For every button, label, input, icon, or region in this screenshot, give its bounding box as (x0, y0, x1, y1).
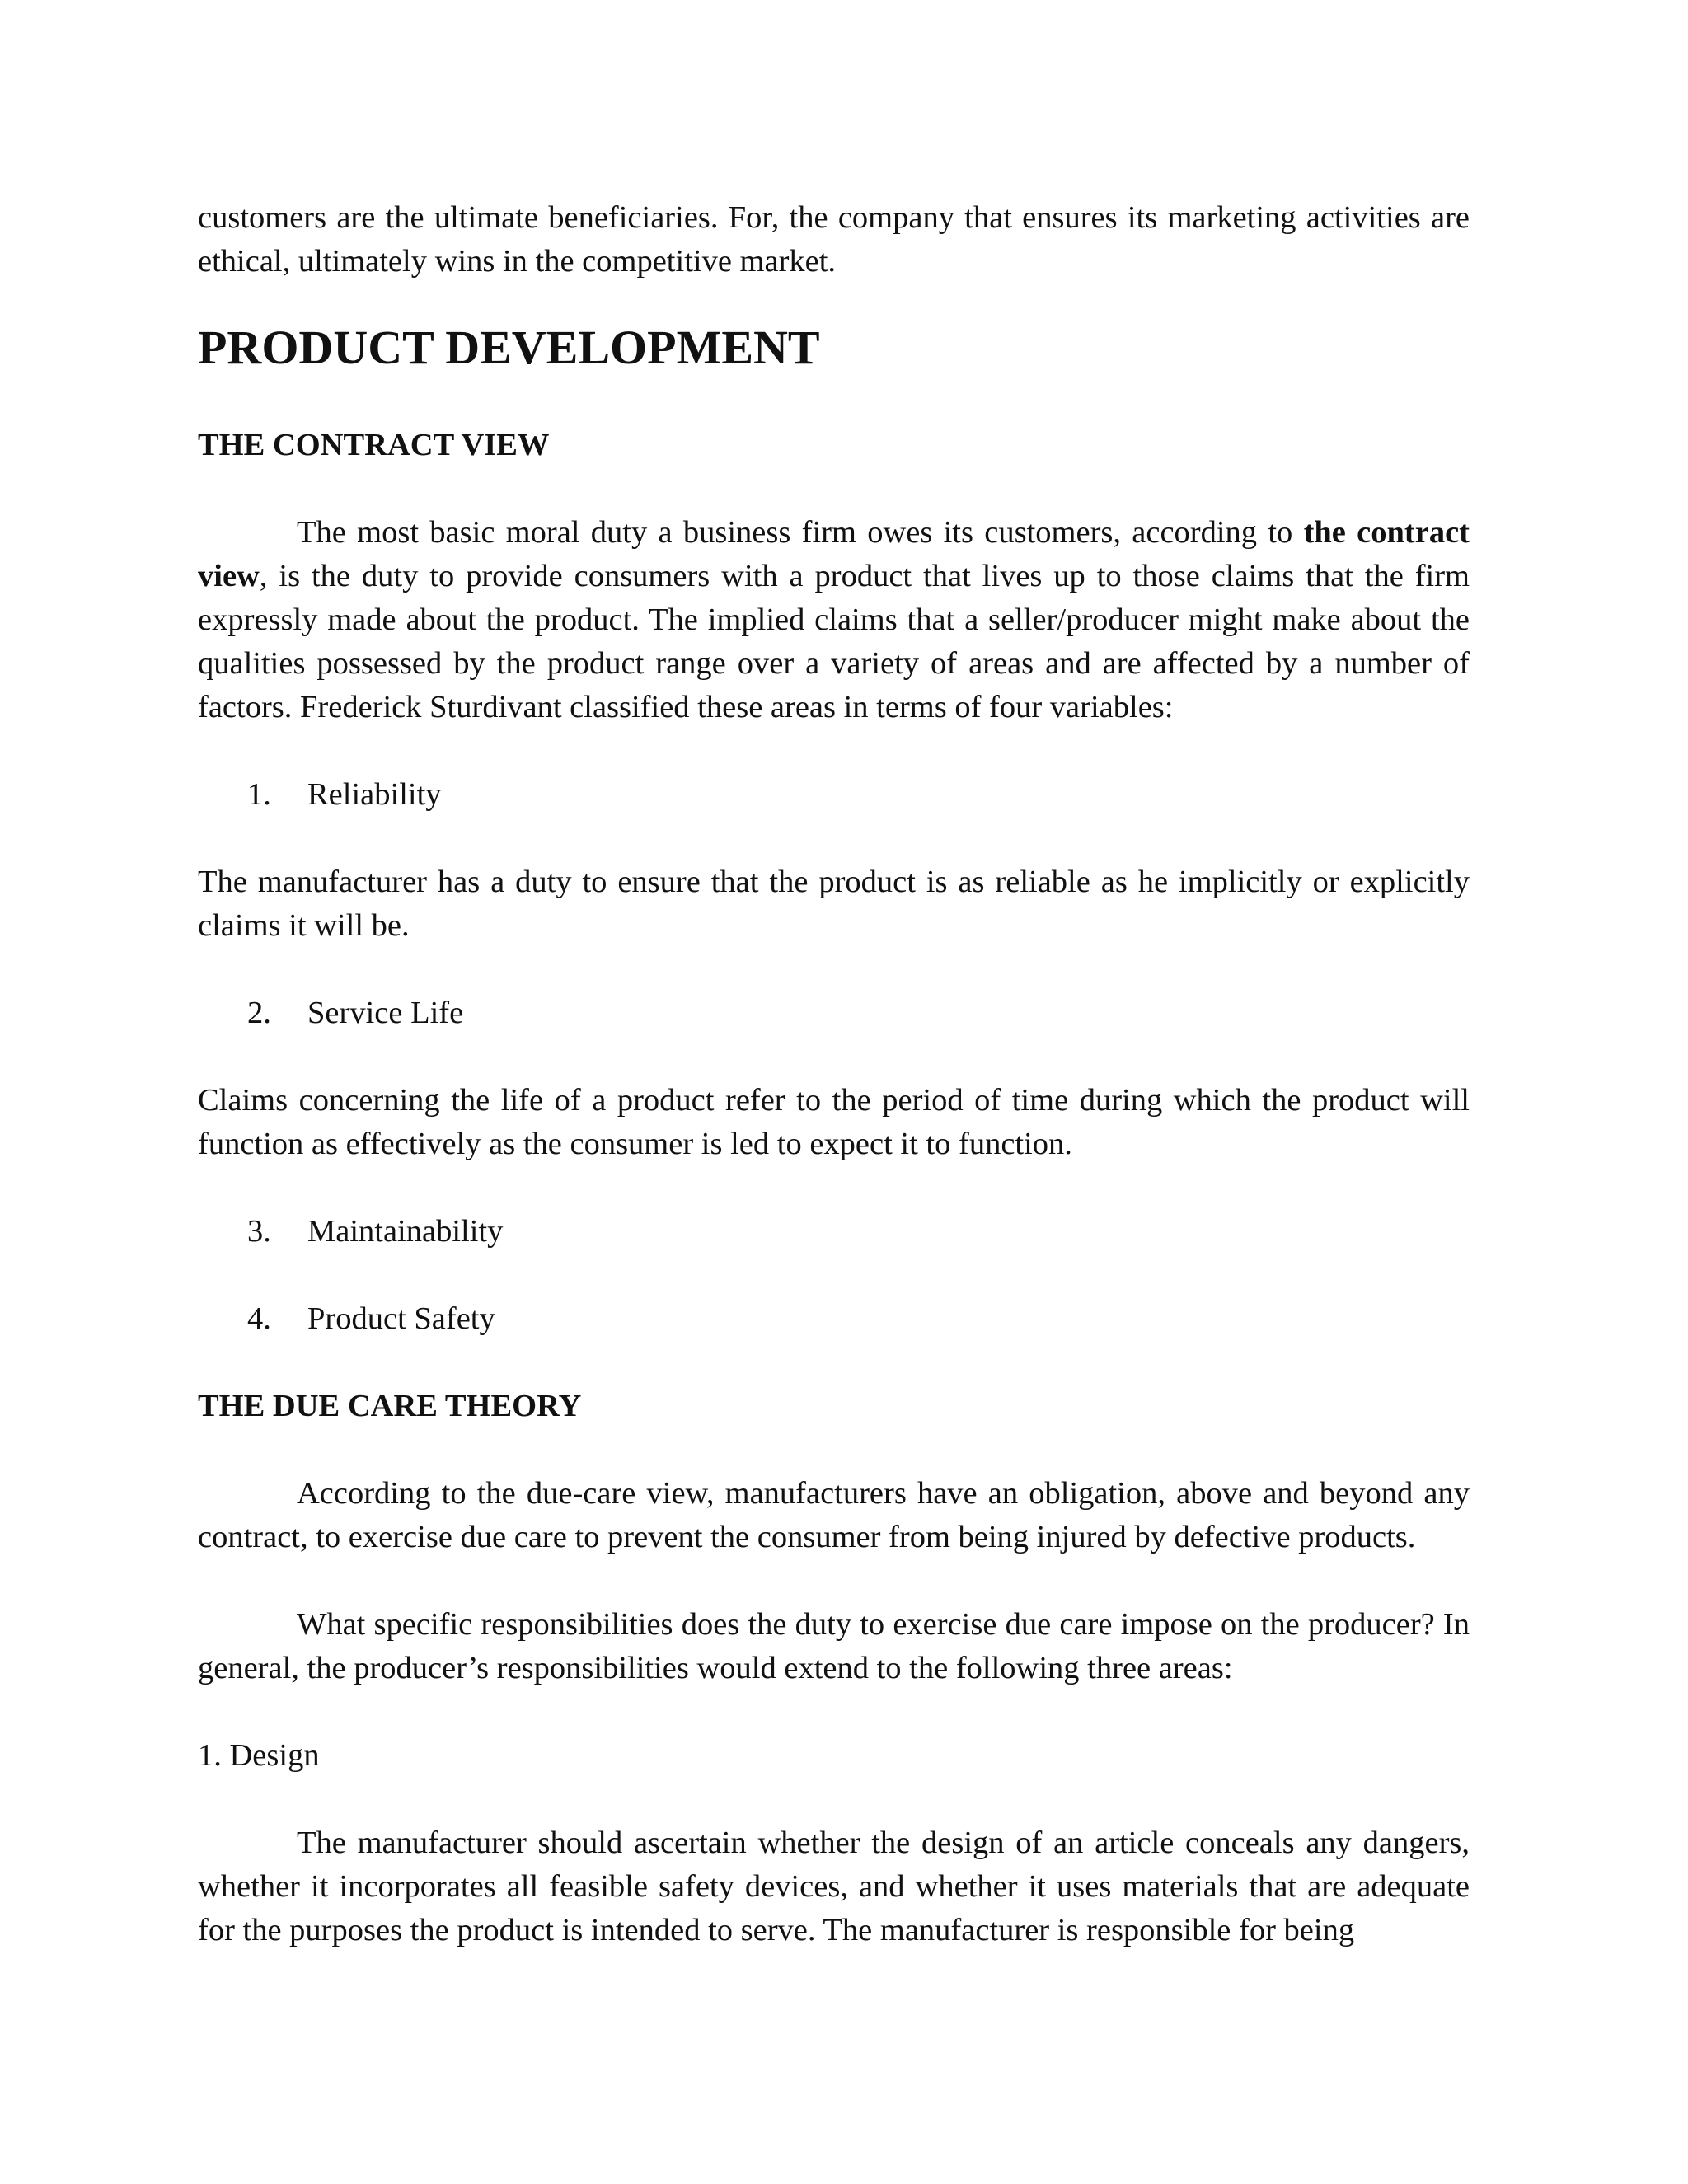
contract-view-heading: THE CONTRACT VIEW (198, 428, 550, 462)
list-item-service-life (198, 991, 1470, 1035)
design-label: 1. Design (198, 1738, 320, 1773)
contract-view-bold-term: the contract view (198, 515, 1470, 593)
reliability-paragraph: The manufacturer has a duty to ensure that the product is as reliable as he implicitly or explicitly claims it will be. (198, 865, 1470, 943)
list-item-reliability (198, 773, 1470, 817)
list-number: 3. (247, 1214, 271, 1249)
service-life-paragraph: Claims concerning the life of a product refer to the period of time during which the product will function as effectively as the consumer is led to expect it to function. (198, 1083, 1470, 1161)
design-paragraph: The manufacturer should ascertain whether the design of an article conceals any dangers, whether it incorporates all feasible safety devices, and whether it uses materials that are adequate for the purposes the product is intended to serve. The manufacturer is responsible for being (198, 1825, 1470, 1947)
contract-view-para-start: The most basic moral duty a business firm owes its customers, according to (297, 515, 1304, 550)
due-care-paragraph-1: According to the due-care view, manufacturers have an obligation, above and beyond any contract, to exercise due care to prevent the consumer from being injured by defective products. (198, 1476, 1470, 1554)
intro-paragraph: customers are the ultimate beneficiaries. For, the company that ensures its marketing activities are ethical, ultimately wins in the competitive market. (198, 200, 1470, 279)
list-item-maintainability (198, 1210, 1470, 1254)
list-label: Reliability (307, 777, 442, 812)
list-number: 4. (247, 1301, 271, 1336)
list-item-product-safety (198, 1297, 1470, 1341)
section-title: PRODUCT DEVELOPMENT (198, 321, 820, 374)
document-page (198, 196, 1470, 1952)
list-label: Maintainability (307, 1214, 504, 1249)
list-number: 1. (247, 777, 271, 812)
due-care-heading: THE DUE CARE THEORY (198, 1389, 582, 1423)
contract-view-paragraph (198, 511, 1470, 729)
list-number: 2. (247, 996, 271, 1030)
contract-view-para-end: , is the duty to provide consumers with a product that lives up to those claims that the firm expressly made about the product. The implied claims that a seller/producer might make about the qualities possessed by the product range over a variety of areas and are affected by a number of factors. Frederick Sturdivant classified these areas in terms of four variables: (198, 559, 1470, 724)
list-label: Product Safety (307, 1301, 495, 1336)
list-label: Service Life (307, 996, 464, 1030)
due-care-paragraph-2: What specific responsibilities does the duty to exercise due care impose on the producer? In general, the producer’s responsibilities would extend to the following three areas: (198, 1607, 1470, 1685)
